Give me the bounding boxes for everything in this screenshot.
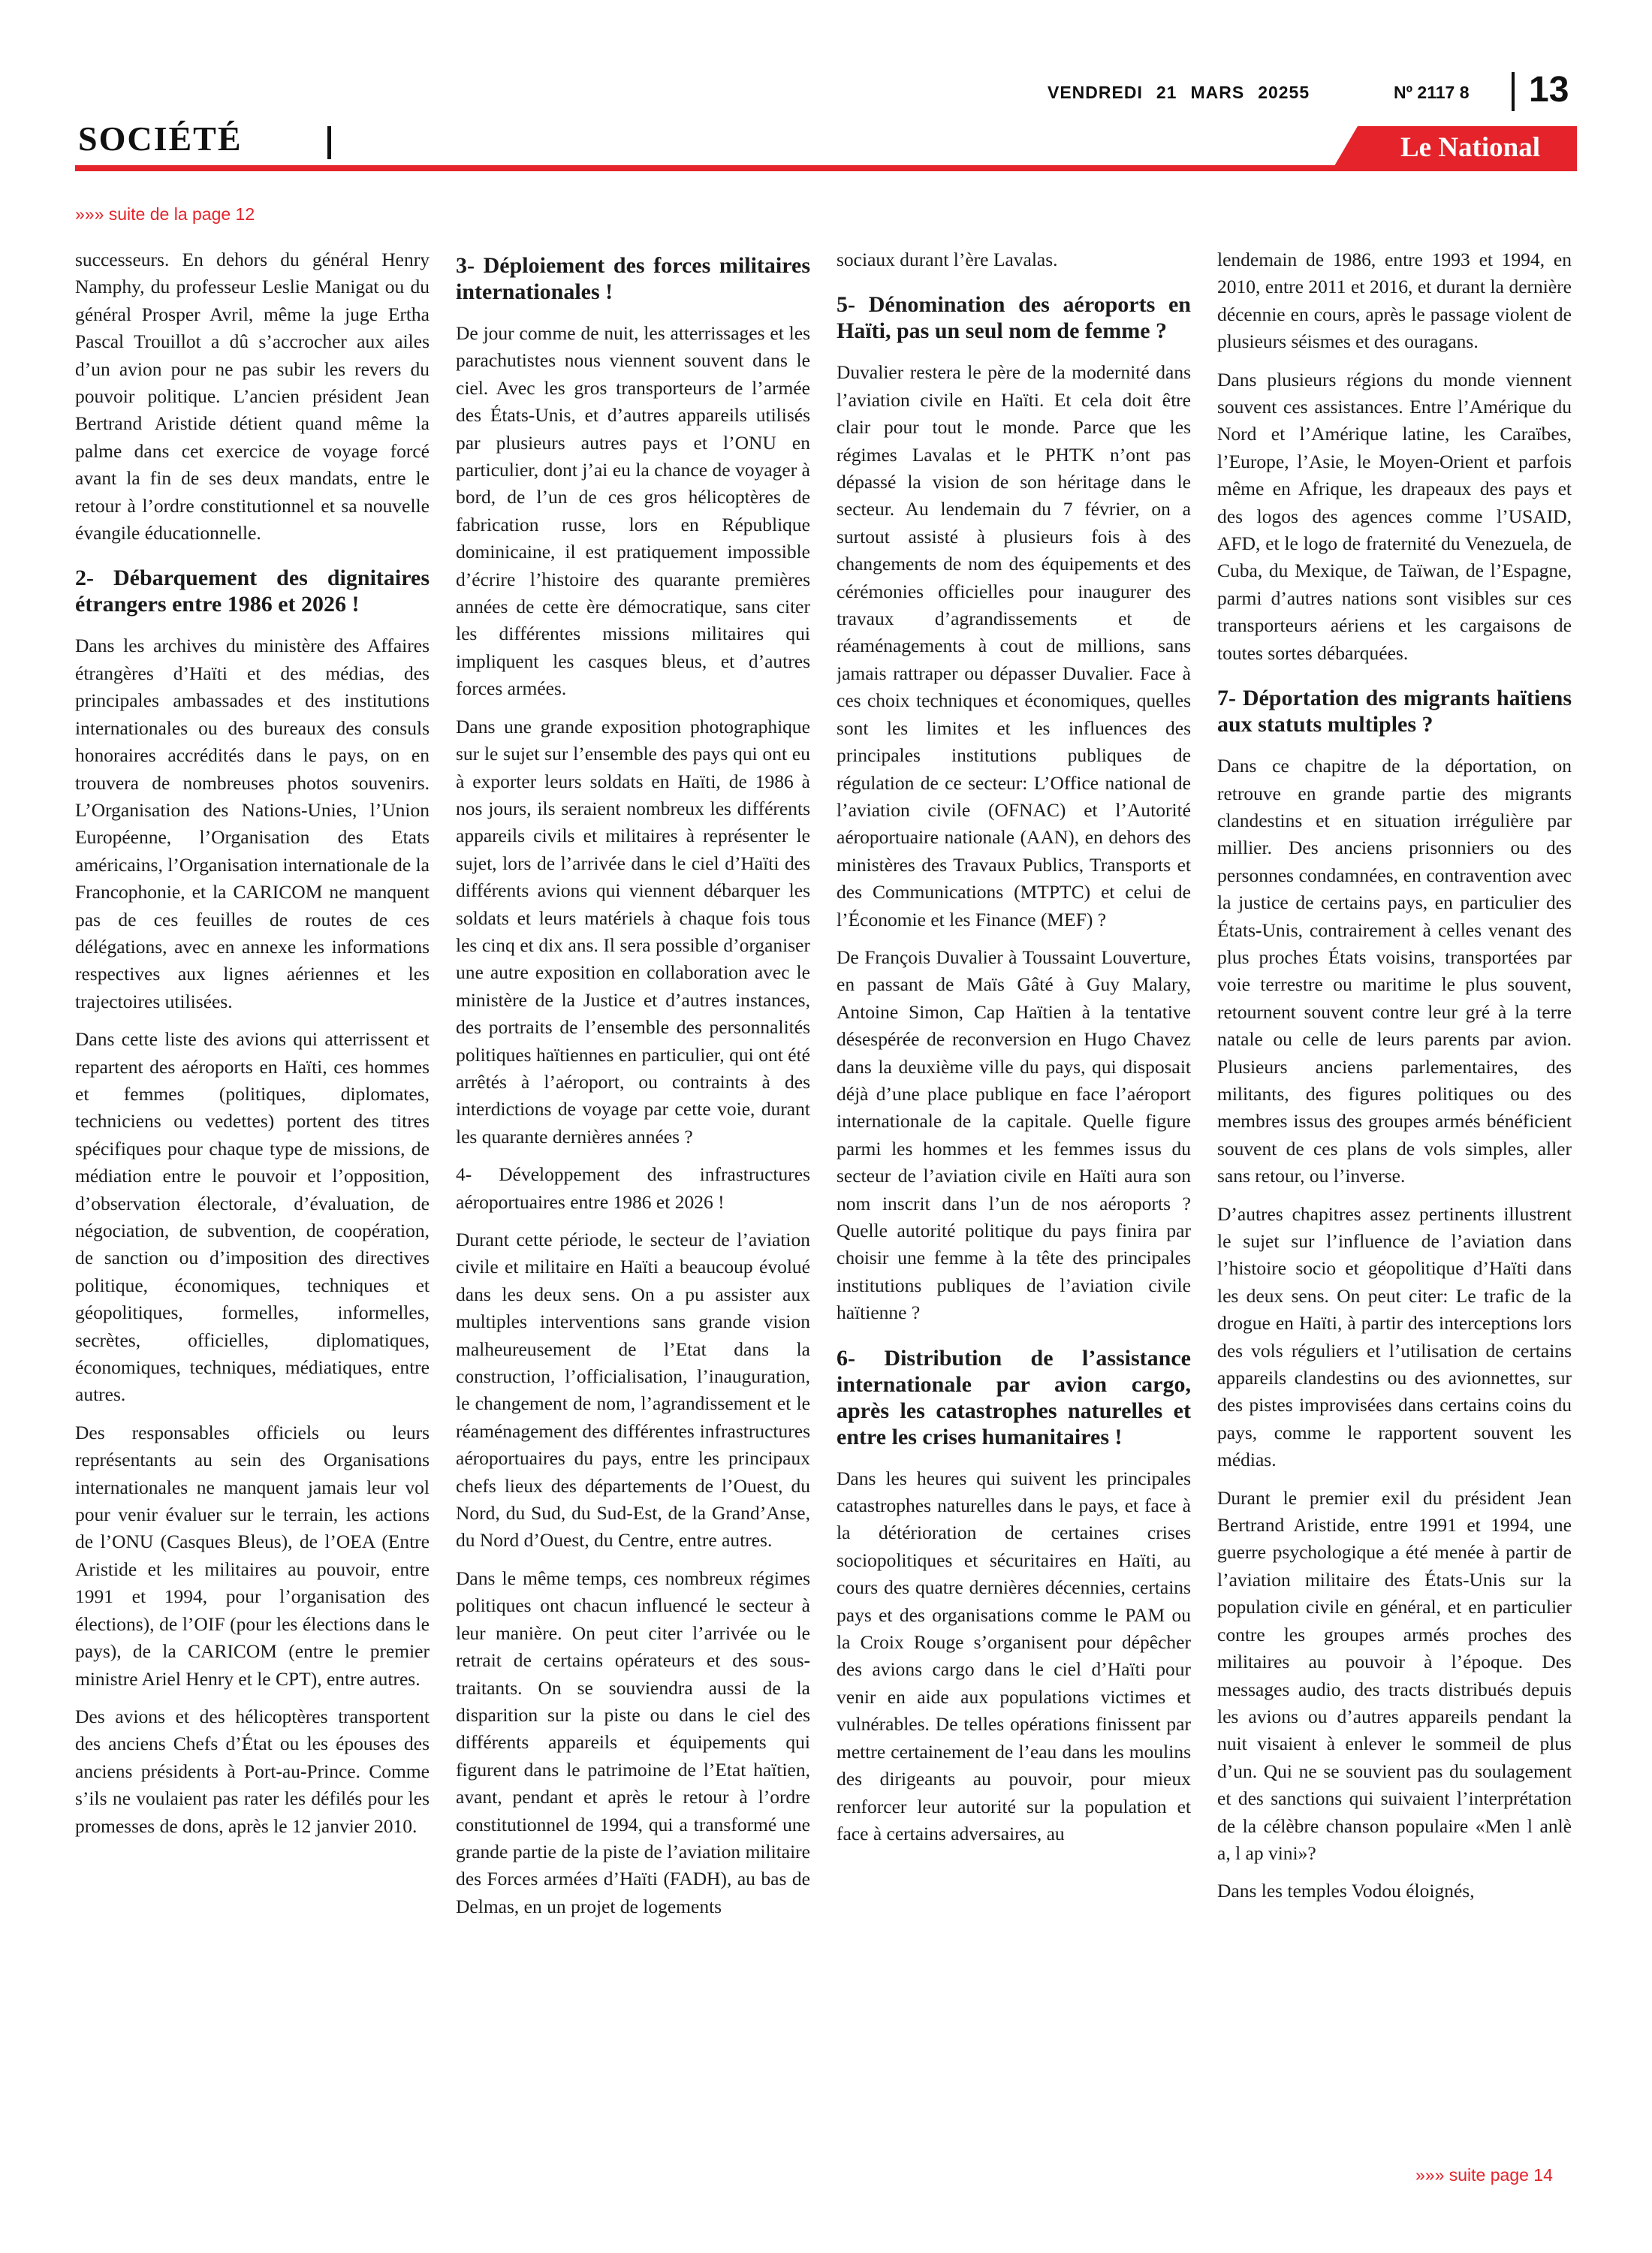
paragraph: Durant le premier exil du président Jean Bertrand Aristide, entre 1991 et 1994, une guerre psychologique a été menée à partir de l’aviation militaire des États-Unis sur la population civile en général, et en particulier contre les groupes armés proches des militaires au pouvoir à l’époque. Des messages audio, des tracts distribués depuis les avions ou d’autres appareils pendant la nuit visaient à enlever le sommeil de plus d’un. Qui ne se souvient pas du soulagement et des sanctions qui suivaient l’interprétation de la célèbre chanson populaire «Men l anlè a, l ap vini»? <box>1217 1486 1572 1864</box>
paragraph: lendemain de 1986, entre 1993 et 1994, en 2010, entre 2011 et 2016, et durant la dernière décennie en cours, après le passage violent de plusieurs séismes et des ouragans. <box>1217 249 1572 353</box>
paragraph: Dans plusieurs régions du monde viennent souvent ces assistances. Entre l’Amérique du Nord et l’Amérique latine, les Caraïbes, l’Europe, l’Asie, le Moyen-Orient et parfois même en Afrique, les drapeaux des pays et des logos des agences comme l’USAID, AFD, et le logo de fraternité du Venezuela, de Cuba, du Mexique, de Taïwan, de l’Espagne, parmi d’autres nations sont visibles sur ces transporteurs aériens et les cargaisons de toutes sortes débarquées. <box>1217 368 1572 664</box>
paragraph: Des responsables officiels ou leurs représentants au sein des Organisations internationales ne manquent jamais leur vol pour venir évaluer sur le terrain, les actions de l’ONU (Casques Bleus), de l’OEA (Entre Aristide et les militaires au pouvoir, entre 1991 et 1994, pour l’organisation des élections), de l’OIF (pour les élections dans le pays), de la CARICOM (entre le premier ministre Ariel Henry et le CPT), entre autres. <box>75 1421 430 1690</box>
article-column-1 <box>75 246 430 2154</box>
paragraph: Dans les archives du ministère des Affaires étrangères d’Haïti et des médias, des principales ambassades et des institutions internationales ou des bureaux des consuls honoraires accrédités dans le pays, on en trouvera de nombreuses photos souvenirs. L’Organisation des Nations-Unies, l’Union Européenne, l’Organisation des Etats américains, l’Organisation internationale de la Francophonie, et la CARICOM ne manquent pas de ces feuilles de routes de ces délégations, avec en annexe les informations respectives aux lignes aériennes et les trajectoires utilisées. <box>75 635 430 1012</box>
paragraph: Des avions et des hélicoptères transportent des anciens Chefs d’État ou les épouses des anciens présidents à Port-au-Prince. Comme s’ils ne voulaient pas rater les défilés pour les promesses de dons, après le 12 janvier 2010. <box>75 1705 430 1837</box>
paragraph: 4- Développement des infrastructures aéroportuaires entre 1986 et 2026 ! <box>456 1163 810 1213</box>
article-column-4 <box>1217 246 1572 2154</box>
article-column-3 <box>837 246 1191 2154</box>
paragraph: Dans une grande exposition photographique sur le sujet sur l’ensemble des pays qui ont eu à exporter leurs soldats en Haïti, de 1986 à nos jours, ils seraient nombreux les différents appareils civils et militaires à représenter le sujet, lors de l’arrivée dans le ciel d’Haïti des différents avions qui viennent débarquer les soldats et leurs matériels à chaque fois tous les cinq et dix ans. Il sera possible d’organiser une autre exposition en collaboration avec le ministère de la Justice et d’autres instances, des portraits de l’ensemble des personnalités politiques haïtiennes en particulier, qui ont été arrêtés à l’aéroport, ou contraints à des interdictions de voyage par cette voie, durant les quarante dernières années ? <box>456 715 810 1148</box>
page-number: 13 <box>1529 70 1569 110</box>
subheading: 5- Dénomination des aéroports en Haïti, pas un seul nom de femme ? <box>837 292 1191 344</box>
continued-from[interactable]: »»» suite de la page 12 <box>75 204 255 224</box>
issue-number: Nº 2117 8 <box>1394 83 1470 102</box>
subheading: 3- Déploiement des forces militaires internationales ! <box>456 253 810 304</box>
paragraph: D’autres chapitres assez pertinents illustrent le sujet sur l’influence de l’aviation dans l’histoire socio et géopolitique d’Haïti dans les deux sens. On peut citer: Le trafic de la drogue en Haïti, à partir des interceptions lors des vols réguliers et l’utilisation de certains appareils clandestins ou des avionnettes, sur des pistes improvisées dans certains coins du pays, comme le rapportent souvent les médias. <box>1217 1202 1572 1471</box>
paragraph: De François Duvalier à Toussaint Louverture, en passant de Maïs Gâté à Guy Malary, Antoine Simon, Cap Haïtien à la tentative désespérée de reconversion en Hugo Chavez dans la deuxième ville du pays, qui disposait déjà d’une place publique en face l’aéroport internationale de la capitale. Quelle figure parmi les hommes et les femmes issus du secteur de l’aviation civile en Haïti aura son nom inscrit dans l’un de nos aéroports ? Quelle autorité politique du pays finira par choisir une femme à la tête des principales institutions publiques de l’aviation civile haïtienne ? <box>837 946 1191 1324</box>
paragraph: Dans les temples Vodou éloignés, <box>1217 1880 1475 1902</box>
issue-date <box>1048 83 1323 103</box>
paragraph: Durant cette période, le secteur de l’aviation civile et militaire en Haïti a beaucoup évolué dans les deux sens. On a pu assister aux multiples interventions sans grande vision malheureusement de l’Etat dans la construction, l’officialisation, l’inauguration, le changement de nom, l’agrandissement et le réaménagement des différentes infrastructures aéroportuaires du pays, entre les principaux chefs lieux des départements de l’Ouest, du Nord, du Sud, du Sud-Est, de la Grand’Anse, du Nord d’Ouest, du Centre, entre autres. <box>456 1229 810 1552</box>
paragraph: De jour comme de nuit, les atterrissages et les parachutistes nous viennent souvent dans le ciel. Avec les gros transporteurs de l’armée des États-Unis, et d’autres appareils utilisés par plusieurs autres pays et l’ONU en particulier, dont j’ai eu la chance de voyager à bord, de l’un de ces gros hélicoptères de fabrication russe, lors en République dominicaine, il est pratiquement impossible d’écrire l’histoire des quarante premières années de cette ère démocratique, sans citer les différentes missions militaires qui impliquent les casques bleus, et d’autres forces armées. <box>456 322 810 700</box>
date-year: 20255 <box>1258 83 1310 102</box>
continued-to[interactable]: »»» suite page 14 <box>1415 2165 1553 2185</box>
date-day: VENDREDI <box>1048 83 1143 102</box>
section-title: SOCIÉTÉ <box>78 119 243 158</box>
date-number: 21 <box>1156 83 1177 102</box>
paragraph: Dans ce chapitre de la déportation, on retrouve en grande partie des migrants clandestins et en situation irrégulière par millier. Des anciens prisonniers ou des personnes condamnées, en contravention avec la justice de certains pays, en particulier des États-Unis, contrairement à celles venant des plus proches États voisins, transportées par voie terrestre ou maritime le plus souvent, retournent souvent contre leur gré à la terre natale ou celle de leurs parents par avion. Plusieurs anciens parlementaires, des militants, des figures politiques ou des membres issus des groupes armés bénéficient souvent de ces plans de vols simples, aller sans retour, ou l’inverse. <box>1217 755 1572 1187</box>
subheading: 7- Déportation des migrants haïtiens aux statuts multiples ? <box>1217 686 1572 737</box>
newspaper-brand: Le National <box>1400 132 1541 163</box>
section-divider <box>327 126 331 159</box>
date-month: MARS <box>1190 83 1245 102</box>
paragraph: successeurs. En dehors du général Henry Namphy, du professeur Leslie Manigat ou du général Prosper Avril, même la juge Ertha Pascal Trouillot a dû s’accrocher aux ailes d’un avion pour ne pas subir les revers du pouvoir politique. L’ancien président Jean Bertrand Aristide détient quand même la palme dans cet exercice de voyage forcé avant la fin de ses deux mandats, entre le retour à l’ordre constitutionnel et sa nouvelle évangile éducationnelle. <box>75 249 430 544</box>
subheading: 6- Distribution de l’assistance internationale par avion cargo, après les catastrophes naturelles et entre les crises humanitaires ! <box>837 1345 1191 1449</box>
paragraph: Duvalier restera le père de la modernité dans l’aviation civile en Haïti. Et cela doit être clair pour tout le monde. Parce que les régimes Lavalas et le PHTK n’ont pas dépassé la vision de son héritage dans le secteur. Au lendemain du 7 février, on a surtout assisté à plusieurs fois à des changements de nom des équipements et des cérémonies officielles pour inaugurer des travaux d’agrandissements et de réaménagements à cout de millions, sans jamais rattraper ou dépasser Duvalier. Face à ces choix techniques et économiques, quelles sont les limites et les influences des principales institutions publiques de régulation de ce secteur: L’Office national de l’aviation civile (OFNAC) et l’Autorité aéroportuaire nationale (AAN), en dehors des ministères des Travaux Publics, Transports et des Communications (MTPTC) et celui de l’Économie et les Finance (MEF) ? <box>837 361 1191 930</box>
paragraph: sociaux durant l’ère Lavalas. <box>837 249 1058 270</box>
header-divider <box>1512 72 1515 111</box>
paragraph: Dans cette liste des avions qui atterrissent et repartent des aéroports en Haïti, ces hommes et femmes (politiques, diplomates, techniciens ou vedettes) portent des titres spécifiques pour chaque type de missions, de médiation entre le pouvoir et l’opposition, d’observation électorale, d’évaluation, de négociation, de subvention, de coopération, de sanction ou d’imposition des directives politique, économiques, techniques et géopolitiques, formelles, informelles, secrètes, officielles, diplomatiques, économiques, techniques, médiatiques, entre autres. <box>75 1028 430 1406</box>
paragraph: Dans les heures qui suivent les principales catastrophes naturelles dans le pays, et face à la détérioration de certaines crises sociopolitiques et sécuritaires en Haïti, au cours des quatre dernières décennies, certains pays et des organisations comme le PAM ou la Croix Rouge s’organisent pour dépêcher des avions cargo dans le ciel d’Haïti pour venir en aide aux populations victimes et vulnérables. De telles opérations finissent par mettre certainement de l’eau dans les moulins des dirigeants au pouvoir, pour mieux renforcer leur autorité sur la population et face à certains adversaires, au <box>837 1467 1191 1844</box>
article-column-2 <box>456 246 810 2154</box>
paragraph: Dans le même temps, ces nombreux régimes politiques ont chacun influencé le secteur à leur manière. On peut citer l’arrivée ou le retrait de certains opérateurs et des sous-traitants. On se souviendra aussi de la disparition sur la piste ou dans le ciel des différents appareils et équipements qui figurent dans le patrimoine de l’Etat haïtien, avant, pendant et après le retour à l’ordre constitutionnel de 1994, qui a transformé une grande partie de la piste de l’aviation militaire des Forces armées d’Haïti (FADH), au bas de Delmas, en un projet de logements <box>456 1567 810 1917</box>
subheading: 2- Débarquement des dignitaires étrangers entre 1986 et 2026 ! <box>75 566 430 617</box>
